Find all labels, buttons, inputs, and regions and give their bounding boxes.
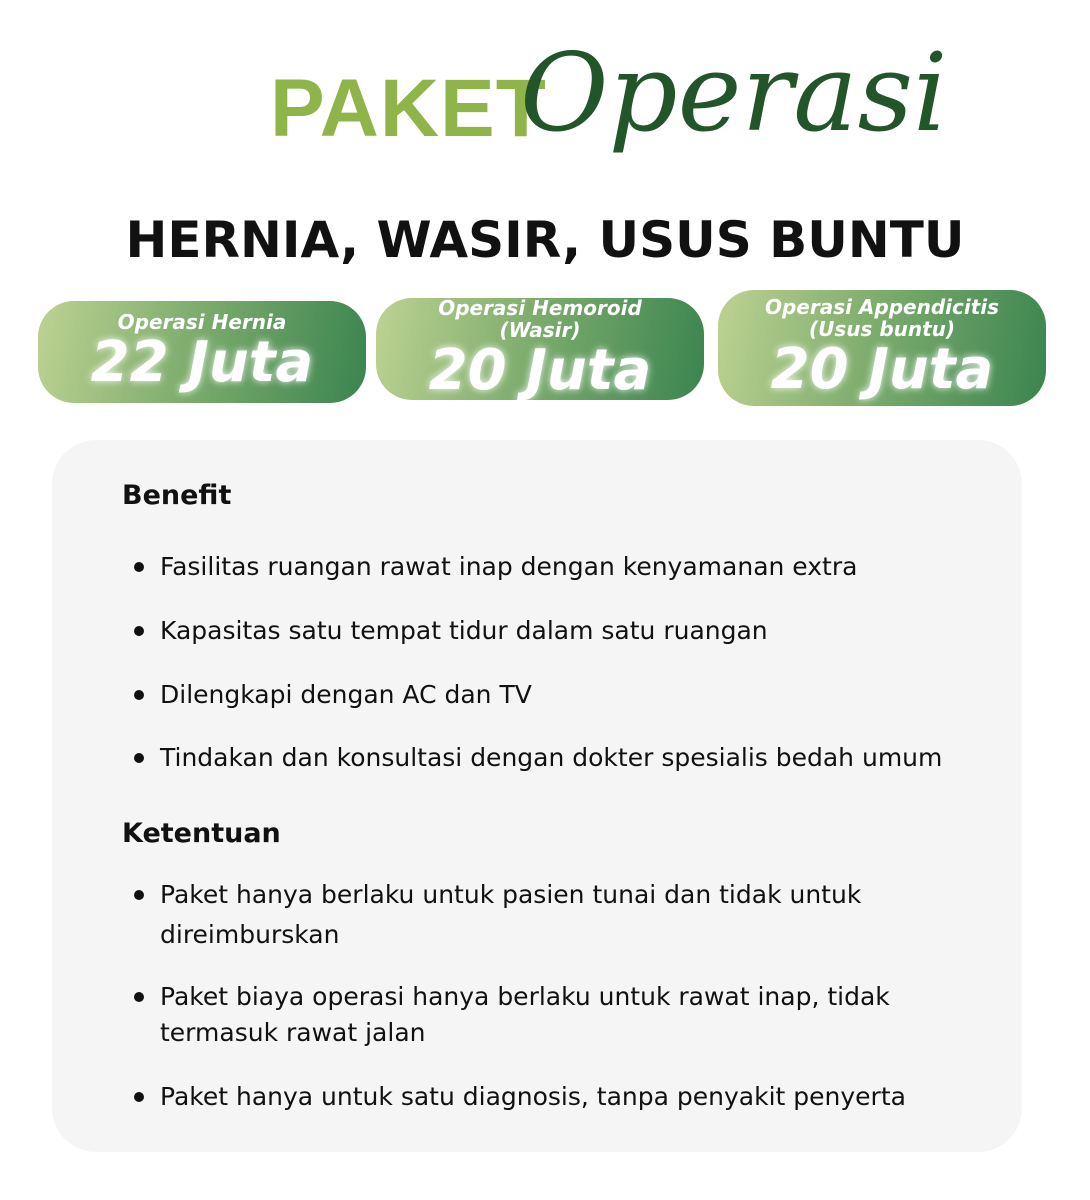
package-card-hernia [38, 301, 366, 403]
title-operasi: Operasi [520, 31, 948, 156]
benefit-item [132, 549, 982, 585]
benefit-heading: Benefit [122, 480, 232, 511]
ketentuan-text: Paket hanya berlaku untuk pasien tunai dan tidak untuk direimburskan [160, 880, 862, 949]
benefit-item [132, 613, 982, 649]
bullet-icon [134, 562, 144, 572]
subtitle: HERNIA, WASIR, USUS BUNTU [125, 211, 965, 269]
bullet-icon [134, 1092, 144, 1102]
benefit-item [132, 740, 1012, 776]
ketentuan-item [132, 1079, 992, 1115]
package-label: Operasi Hernia [117, 310, 287, 334]
ketentuan-heading: Ketentuan [122, 818, 281, 849]
bullet-icon [134, 890, 144, 900]
ketentuan-text: Paket hanya untuk satu diagnosis, tanpa penyakit penyerta [160, 1082, 906, 1111]
benefit-text: Tindakan dan konsultasi dengan dokter spesialis bedah umum [160, 743, 943, 772]
title-paket: PAKET [270, 63, 547, 154]
ketentuan-item [132, 979, 942, 1051]
benefit-item [132, 677, 982, 713]
benefit-text: Dilengkapi dengan AC dan TV [160, 680, 532, 709]
package-price: 22 Juta [90, 330, 314, 395]
bullet-icon [134, 753, 144, 763]
package-price: 20 Juta [770, 337, 994, 402]
bullet-icon [134, 626, 144, 636]
package-card-hemoroid [376, 296, 704, 403]
package-label: Operasi Hemoroid (Wasir) [438, 296, 642, 342]
ketentuan-item [132, 875, 912, 955]
benefit-text: Kapasitas satu tempat tidur dalam satu ruangan [160, 616, 768, 645]
bullet-icon [134, 992, 144, 1002]
package-price: 20 Juta [428, 338, 652, 403]
package-card-appendicitis [718, 290, 1046, 406]
benefit-text: Fasilitas ruangan rawat inap dengan kenyamanan extra [160, 552, 858, 581]
bullet-icon [134, 690, 144, 700]
package-label: Operasi Appendicitis (Usus buntu) [764, 295, 1000, 341]
ketentuan-text: Paket biaya operasi hanya berlaku untuk rawat inap, tidak termasuk rawat jalan [160, 982, 890, 1047]
